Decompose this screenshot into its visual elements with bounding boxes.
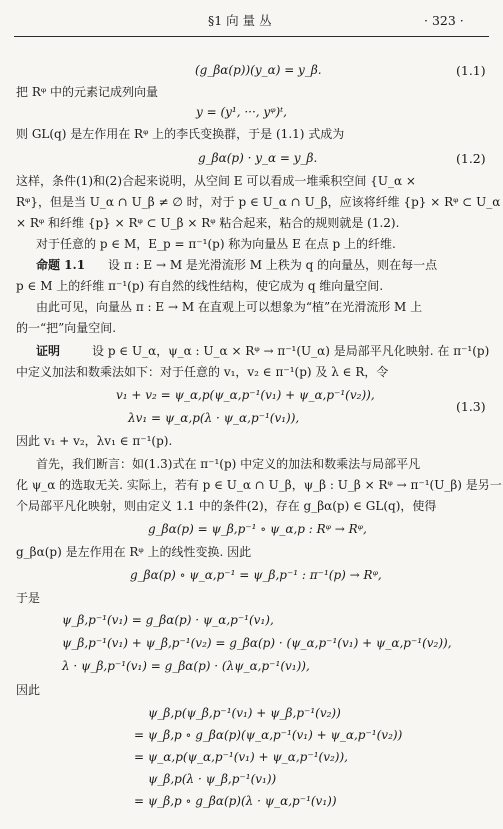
text-line: 首先，我们断言：如(1.3)式在 π⁻¹(p) 中定义的加法和数乘法与局部平凡 — [36, 457, 421, 471]
equation-1-3-number: (1.3) — [456, 399, 486, 414]
equation-1-2: g_βα(p) · y_α = y_β. — [198, 151, 318, 165]
equation-s3: λ · ψ_β,p⁻¹(v₁) = g_βα(p) · (λψ_α,p⁻¹(v₁)), — [62, 659, 310, 673]
proof-heading: 证明 — [36, 344, 61, 358]
equation-c4: ψ_β,p(λ · ψ_β,p⁻¹(v₁)) — [148, 772, 277, 786]
text-line: 个局部平凡化映射，则由定义 1.1 中的条件(2)，存在 g_βα(p) ∈ GL(q)，使得 — [16, 499, 437, 513]
equation-g-comp: g_βα(p) ∘ ψ_α,p⁻¹ = ψ_β,p⁻¹ : π⁻¹(p) → Rᵠ, — [130, 568, 382, 582]
text-line: × Rᵠ 和纤维 {p} × Rᵠ ⊂ U_β × Rᵠ 粘合起来，粘合的规则就是 (1.2). — [16, 216, 400, 230]
text-line: g_βα(p) 是左作用在 Rᵠ 上的线性变换. 因此 — [16, 545, 252, 559]
text-line: 因此 — [16, 683, 41, 697]
equation-c3: = ψ_α,p(ψ_α,p⁻¹(v₁) + ψ_α,p⁻¹(v₂)), — [134, 750, 348, 764]
equation-s2: ψ_β,p⁻¹(v₁) + ψ_β,p⁻¹(v₂) = g_βα(p) · (ψ_α,p⁻¹(v₁) + ψ_α,p⁻¹(v₂)), — [62, 636, 452, 650]
text-line: Rᵠ}，但是当 U_α ∩ U_β ≠ ∅ 时，对于 p ∈ U_α ∩ U_β，应该将纤维 {p} × Rᵠ ⊂ U_α — [16, 195, 501, 209]
equation-1-2-number: (1.2) — [456, 151, 486, 166]
text-line: 因此 v₁ + v₂，λv₁ ∈ π⁻¹(p). — [16, 434, 173, 448]
text-line: 由此可见，向量丛 π : E → M 在直观上可以想象为“植”在光滑流形 M 上 — [36, 300, 423, 314]
equation-s1: ψ_β,p⁻¹(v₁) = g_βα(p) · ψ_α,p⁻¹(v₁), — [62, 613, 274, 627]
equation-1-1: (g_βα(p))(y_α) = y_β. — [195, 63, 322, 77]
proof-text: 中定义加法和数乘法如下：对于任意的 v₁，v₂ ∈ π⁻¹(p) 及 λ ∈ R，令 — [16, 365, 389, 379]
text-line: 把 Rᵠ 中的元素记成列向量 — [16, 85, 158, 99]
equation-1-1-number: (1.1) — [456, 63, 486, 78]
text-line: 的一“把”向量空间. — [16, 321, 117, 335]
equation-1-3-scalar: λv₁ = ψ_α,p(λ · ψ_α,p⁻¹(v₁)), — [128, 411, 300, 425]
text-line: 这样，条件(1)和(2)合起来说明，从空间 E 可以看成一堆乘积空间 {U_α × — [16, 174, 416, 188]
header-rule — [14, 36, 489, 37]
equation-c2: = ψ_β,p ∘ g_βα(p)(ψ_α,p⁻¹(v₁) + ψ_α,p⁻¹(v₂)) — [134, 728, 403, 742]
equation-c1: ψ_β,p(ψ_β,p⁻¹(v₁) + ψ_β,p⁻¹(v₂)) — [148, 706, 341, 720]
text-line: 于是 — [16, 591, 41, 605]
equation-vector: y = (y¹, ···, yᵠ)ᵗ, — [196, 105, 287, 119]
text-line: 则 GL(q) 是左作用在 Rᵠ 上的李氏变换群，于是 (1.1) 式成为 — [16, 127, 345, 141]
proposition-text: 设 π : E → M 是光滑流形 M 上秩为 q 的向量丛，则在每一点 — [108, 258, 438, 272]
proof-text: 设 p ∈ U_α，ψ_α : U_α × Rᵠ → π⁻¹(U_α) 是局部平凡化映射. 在 π⁻¹(p) — [92, 344, 490, 358]
page-number: · 323 · — [424, 13, 464, 28]
equation-c5: = ψ_β,p ∘ g_βα(p)(λ · ψ_α,p⁻¹(v₁)) — [134, 794, 337, 808]
text-line: 对于任意的 p ∈ M，E_p = π⁻¹(p) 称为向量丛 E 在点 p 上的纤维. — [36, 237, 396, 251]
equation-1-3-sum: v₁ + v₂ = ψ_α,p(ψ_α,p⁻¹(v₁) + ψ_α,p⁻¹(v₂)), — [116, 388, 375, 402]
section-title: §1 向 量 丛 — [208, 13, 272, 28]
proposition-text: p ∈ M 上的纤维 π⁻¹(p) 有自然的线性结构，使它成为 q 维向量空间. — [16, 279, 384, 293]
equation-g-def: g_βα(p) = ψ_β,p⁻¹ ∘ ψ_α,p : Rᵠ → Rᵠ, — [148, 522, 367, 536]
text-line: 化 ψ_α 的选取无关. 实际上，若有 p ∈ U_α ∩ U_β，ψ_β : U_β × Rᵠ → π⁻¹(U_β) 是另一 — [16, 478, 502, 492]
proposition-heading: 命题 1.1 — [36, 258, 86, 272]
